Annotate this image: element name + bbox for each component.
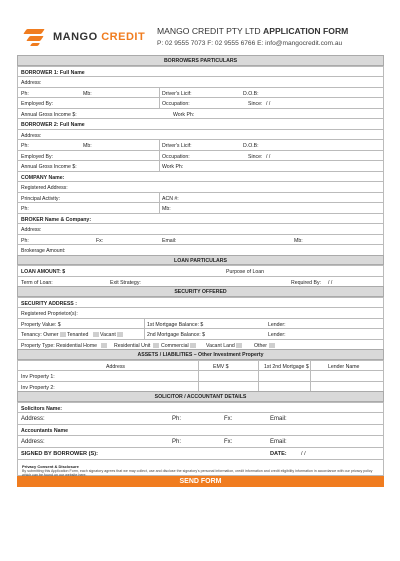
label: LOAN AMOUNT: $ xyxy=(21,269,66,275)
label: / / xyxy=(266,153,271,160)
label: Mb: xyxy=(83,143,92,149)
label: Ph: xyxy=(172,416,182,422)
section-title: SOLICITOR / ACCOUNTANT DETAILS xyxy=(154,394,247,400)
label: Occupation: xyxy=(162,153,190,160)
logo xyxy=(19,27,145,47)
broker-contact-row[interactable] xyxy=(17,234,384,245)
label: Inv Property 2: xyxy=(21,384,55,391)
accountant-contact-row[interactable] xyxy=(17,435,384,447)
signature-row[interactable] xyxy=(17,447,384,459)
logo-text xyxy=(53,31,145,43)
label: Ph: xyxy=(21,90,29,97)
assets-header-row xyxy=(17,360,384,371)
label: Lender: xyxy=(268,332,286,338)
label: Inv Property 1: xyxy=(21,374,55,380)
section-borrowers xyxy=(17,55,384,66)
label: Property Value: $ xyxy=(21,321,61,328)
tenancy-vacant-checkbox[interactable] xyxy=(116,332,123,338)
label: Purpose of Loan xyxy=(226,269,265,275)
label: Term of Loan: xyxy=(21,279,53,286)
security-value-row[interactable] xyxy=(17,318,384,329)
type-residential-unit-checkbox[interactable] xyxy=(152,343,159,349)
column-header: 1st 2nd Mortgage $ xyxy=(264,363,309,370)
label: D.O.B: xyxy=(243,90,259,97)
tenancy-owner-checkbox[interactable] xyxy=(59,332,66,338)
header xyxy=(17,25,384,55)
section-solicitor xyxy=(17,391,384,402)
section-assets xyxy=(17,349,384,360)
label: Solicitors Name: xyxy=(21,405,62,412)
label: Employed By: xyxy=(21,101,54,107)
label: Tenanted xyxy=(67,332,89,338)
solicitor-name-field[interactable] xyxy=(17,402,384,413)
section-title: SECURITY OFFERED xyxy=(174,289,227,295)
label: Email: xyxy=(270,416,287,422)
accountant-name-field[interactable] xyxy=(17,424,384,435)
label: Address: xyxy=(21,416,45,422)
label: Fx: xyxy=(224,438,233,445)
label: Brokerage Amount: xyxy=(21,248,66,254)
form-title: APPLICATION FORM xyxy=(263,26,349,36)
label: Mb: xyxy=(294,237,303,244)
label: Address: xyxy=(21,438,45,445)
borrower2-name-field[interactable] xyxy=(17,118,384,129)
label: Address: xyxy=(21,80,42,86)
label: Accountants Name xyxy=(21,428,68,434)
section-title: LOAN PARTICULARS xyxy=(174,257,227,264)
borrower1-employment-row[interactable] xyxy=(17,97,384,108)
column-header: Address xyxy=(106,363,126,370)
label: 1st Mortgage Balance: $ xyxy=(147,321,204,328)
label: Ph: xyxy=(172,438,182,445)
type-vacant-land-checkbox[interactable] xyxy=(235,343,242,349)
brokerage-amount-field[interactable] xyxy=(17,244,384,255)
company-contact-row[interactable] xyxy=(17,202,384,213)
logo-mango: MANGO xyxy=(53,31,98,43)
loan-term-row[interactable] xyxy=(17,276,384,287)
label: Ph: xyxy=(21,237,29,244)
label: Ph: xyxy=(21,143,29,149)
label: BROKER Name & Company: xyxy=(21,216,92,223)
borrower2-address-field[interactable] xyxy=(17,129,384,140)
label: Annual Gross Income $: xyxy=(21,164,77,170)
security-type-row[interactable] xyxy=(17,339,384,350)
label: Other xyxy=(254,342,267,349)
company-name: MANGO CREDIT PTY LTD xyxy=(157,26,261,36)
label: Occupation: xyxy=(162,101,190,107)
company-title xyxy=(157,26,348,36)
label: Work Ph: xyxy=(173,111,195,118)
label: Employed By: xyxy=(21,153,54,160)
label: / / xyxy=(266,101,271,107)
label: D.O.B: xyxy=(243,143,259,149)
security-proprietors-field[interactable] xyxy=(17,307,384,318)
label: Vacant Land xyxy=(206,342,235,349)
label: Annual Gross Income $: xyxy=(21,111,77,118)
label: Driver's Licif: xyxy=(162,143,192,149)
label: Residential Unit xyxy=(114,342,151,349)
application-form xyxy=(17,55,384,487)
type-other-checkbox[interactable] xyxy=(268,343,275,349)
broker-name-field[interactable] xyxy=(17,213,384,224)
label: Required By: xyxy=(291,279,321,286)
section-loan xyxy=(17,255,384,266)
borrower2-employment-row[interactable] xyxy=(17,150,384,161)
borrower1-income-row[interactable] xyxy=(17,108,384,119)
label: Email: xyxy=(270,438,287,445)
label: Since: xyxy=(248,101,263,107)
type-commercial-checkbox[interactable] xyxy=(189,343,196,349)
privacy-title: Privacy Consent & Disclosure xyxy=(22,463,79,469)
label: Exit Strategy: xyxy=(110,279,141,286)
label: Registered Proprietor(s): xyxy=(21,311,78,317)
borrower2-income-row[interactable] xyxy=(17,160,384,171)
loan-amount-row[interactable] xyxy=(17,265,384,276)
borrower1-name-field[interactable] xyxy=(17,66,384,77)
label: / / xyxy=(301,450,306,457)
section-title: BORROWERS PARTICULARS xyxy=(163,58,238,64)
tenancy-tenanted-checkbox[interactable] xyxy=(92,332,99,338)
security-tenancy-row[interactable] xyxy=(17,328,384,339)
label: Driver's Licif: xyxy=(162,90,192,97)
label: Registered Address: xyxy=(21,185,68,191)
label: Fx: xyxy=(224,416,233,422)
label: Vacant xyxy=(100,332,116,338)
label: Commercial xyxy=(161,342,189,349)
company-activity-row[interactable] xyxy=(17,192,384,203)
label: BORROWER 1: Full Name xyxy=(21,69,85,76)
borrower2-contact-row[interactable] xyxy=(17,139,384,150)
label: Email: xyxy=(162,237,177,244)
label: Mb: xyxy=(83,90,92,97)
contact-info: P: 02 9555 7073 F: 02 9555 6766 E: info@mangocredit.com.au xyxy=(157,40,343,47)
label: Address: xyxy=(21,227,42,233)
label: COMPANY Name: xyxy=(21,174,65,181)
section-title: ASSETS / LIABILITIES – Other Investment Property xyxy=(137,352,264,358)
security-address-field[interactable] xyxy=(17,297,384,308)
label: Work Ph: xyxy=(162,164,184,170)
section-security xyxy=(17,286,384,297)
type-residential-home-checkbox[interactable] xyxy=(100,343,107,349)
company-address-field[interactable] xyxy=(17,181,384,192)
label: Mb: xyxy=(162,206,171,212)
solicitor-contact-row[interactable] xyxy=(17,412,384,424)
label: 2nd Mortgage Balance: $ xyxy=(147,332,205,338)
privacy-text: By submitting this Application Form, each signatory agrees that we may collect, use and disclose the signatory's personal information, credit information and credit eligibility information in accordance with our privacy policy which can be found on our website here. xyxy=(22,468,373,477)
borrower1-address-field[interactable] xyxy=(17,76,384,87)
label: Lender: xyxy=(268,321,286,328)
logo-mark-icon xyxy=(19,27,49,47)
label: Fx: xyxy=(96,237,104,244)
label: Since: xyxy=(248,153,263,160)
send-form-button[interactable]: SEND FORM xyxy=(17,476,384,487)
label: ACN #: xyxy=(162,195,179,202)
label: Property Type: Residential Home xyxy=(21,342,98,349)
label: Tenancy: Owner xyxy=(21,332,59,338)
label: Ph: xyxy=(21,206,29,212)
label: DATE: xyxy=(270,450,287,457)
privacy-disclosure xyxy=(17,459,384,476)
label: Principal Activity: xyxy=(21,195,60,202)
label: SIGNED BY BORROWER (S): xyxy=(21,450,98,457)
label: SECURITY ADDRESS : xyxy=(21,300,77,307)
logo-credit: CREDIT xyxy=(101,31,146,43)
inv-property-1-row[interactable] xyxy=(17,370,384,381)
label: Address: xyxy=(21,132,42,139)
label: BORROWER 2: Full Name xyxy=(21,122,85,128)
column-header: EMV $ xyxy=(213,363,229,370)
column-header: Lender Name xyxy=(328,363,360,370)
inv-property-2-row[interactable] xyxy=(17,381,384,392)
borrower1-contact-row[interactable] xyxy=(17,87,384,98)
label: / / xyxy=(328,279,333,286)
company-name-field[interactable] xyxy=(17,171,384,182)
broker-address-field[interactable] xyxy=(17,223,384,234)
